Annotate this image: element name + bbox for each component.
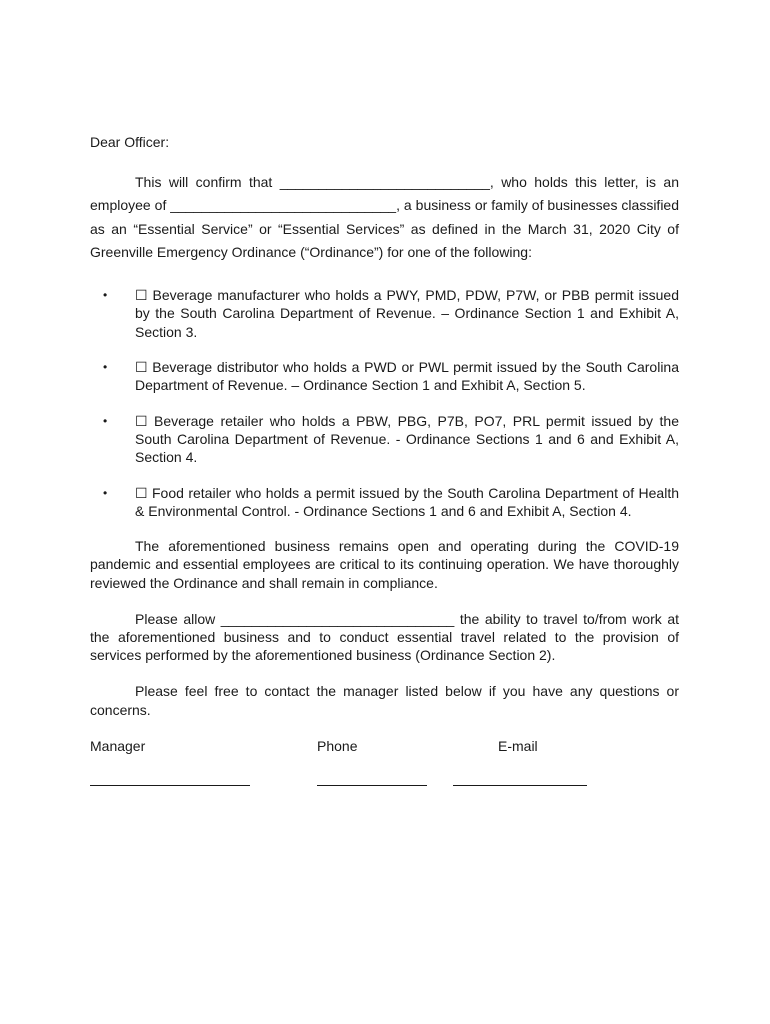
manager-signature-line [90,785,250,786]
phone-signature-line [317,785,427,786]
manager-label: Manager [90,737,146,754]
email-label: E-mail [498,737,538,754]
option-beverage-manufacturer [90,286,679,341]
essential-service-options [90,286,679,520]
option-text: ☐ Beverage distributor who holds a PWD or PWL permit issued by the South Carolina Department of Revenue. – Ordinance Section 1 and Exhibit A, Section 5. [135,359,679,394]
operating-paragraph: The aforementioned business remains open and operating during the COVID-19 pandemic and essential employees are critical to its continuing operation. We have thoroughly reviewed the Ordinance and shall remain in compliance. [90,538,679,591]
option-text: ☐ Beverage manufacturer who holds a PWY, PMD, PDW, P7W, or PBB permit issued by the South Carolina Department of Revenue. – Ordinance Section 1 and Exhibit A, Section 3. [135,287,679,340]
phone-label: Phone [317,737,358,754]
contact-signature-block [90,737,679,797]
bullet-icon: • [103,288,108,303]
email-signature-line [453,785,587,786]
option-text: ☐ Beverage retailer who holds a PBW, PBG, P7B, PO7, PRL permit issued by the South Carolina Department of Revenue. - Ordinance Sections 1 and 6 and Exhibit A, Section 4. [135,412,679,466]
option-beverage-distributor [90,358,679,395]
bullet-icon: • [103,413,108,428]
salutation: Dear Officer: [90,134,170,150]
option-food-retailer [90,484,679,521]
bullet-icon: • [103,360,108,375]
travel-paragraph: Please allow ______________________________ the ability to travel to/from work at the aforementioned business and to conduct essential travel related to the provision of services performed by the aforementioned business (Ordinance Section 2). [90,610,679,664]
letter-body [90,131,679,797]
option-beverage-retailer [90,412,679,467]
option-text: ☐ Food retailer who holds a permit issued by the South Carolina Department of Health & Environmental Control. - Ordinance Sections 1 and 6 and Exhibit A, Section 4. [135,484,679,519]
bullet-icon: • [103,485,108,500]
contact-paragraph: Please feel free to contact the manager listed below if you have any questions or concerns. [90,683,679,718]
intro-paragraph: This will confirm that ___________________________, who holds this letter, is an employee of _____________________________, a business or family of businesses classified as an “Essential Service” or “Essential Services” as defined in the March 31, 2020 City of Greenville Emergency Ordinance (“Ordinance”) for one of the following: [90,174,679,260]
